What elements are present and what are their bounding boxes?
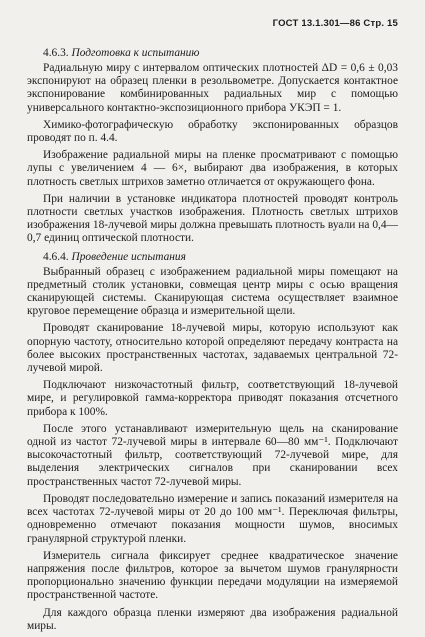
page-content (27, 46, 398, 637)
paragraph: После этого устанавливают измерительную щель на сканирование одной из частот 72-лучевой миры в интервале 60—80 мм⁻¹. Подключают высокочастотный фильтр, соответствующий 72-лучевой мире, для выделения электрических сигналов при сканировании всех пространственных частот 72-лучевой миры. (27, 422, 398, 488)
paragraph: Химико-фотографическую обработку экспонированных образцов проводят по п. 4.4. (27, 118, 398, 145)
paragraph: При наличии в установке индикатора плотностей проводят контроль плотности светлых участков изображения. Плотность светлых штрихов изображения 18-лучевой миры должна превышать плотность вуали на 0,4—0,7 единиц оптической плотности. (27, 192, 398, 245)
paragraph: Проводят последовательно измерение и запись показаний измерителя на всех частотах 72-лучевой миры от 20 до 100 мм⁻¹. Переключая фильтры, одновременно отмечают показания мощности шумов, вносимых гранулярной структурой пленки. (27, 492, 398, 545)
paragraph: Изображение радиальной миры на пленке просматривают с помощью лупы с увеличением 4 — 6×, выбирают два изображения, в которых плотность светлых штрихов заметно отличается от окружающего фона. (27, 149, 398, 188)
section-title: Подготовка к испытанию (71, 47, 200, 59)
section-heading-4-6-4 (27, 250, 398, 264)
section-number: 4.6.4. (43, 250, 69, 263)
paragraph: Выбранный образец с изображением радиальной миры помещают на предметный столик установки, совмещая центр миры с осью вращения сканирующей системы. Сканирующая система осуществляет взаимное круговое перемещение образца и измерительной щели. (27, 265, 398, 318)
section-heading-4-6-3 (27, 46, 398, 60)
paragraph: Для каждого образца пленки измеряют два изображения радиальной миры. (27, 606, 398, 632)
paragraph: Подключают низкочастотный фильтр, соответствующий 18-лучевой мире, и регулировкой гамма-корректора приводят показания отсчетного прибора к 100%. (27, 379, 398, 418)
section-title: Проведение испытания (71, 250, 186, 263)
paragraph: Проводят сканирование 18-лучевой миры, которую используют как опорную частоту, относительно которой определяют передачу контраста на более высоких пространственных частотах, задаваемых центральной 72-лучевой мирой. (27, 322, 398, 375)
paragraph: Измеритель сигнала фиксирует среднее квадратическое значение напряжения после фильтров, которое за вычетом шумов гранулярности пропорционально значению функции передачи модуляции на измеряемой пространственной частоте. (27, 549, 398, 602)
page-header: ГОСТ 13.1.301—86 Стр. 15 (272, 18, 398, 29)
section-number: 4.6.3. (43, 47, 69, 59)
paragraph: Радиальную миру с интервалом оптических плотностей ΔD = 0,6 ± 0,03 экспонируют на образец пленки в резольвометре. Допускается контактное экспонирование комбинированных радиальных мир с помощью универсального контактно-экспозиционного прибора УКЭП = 1. (27, 62, 398, 114)
